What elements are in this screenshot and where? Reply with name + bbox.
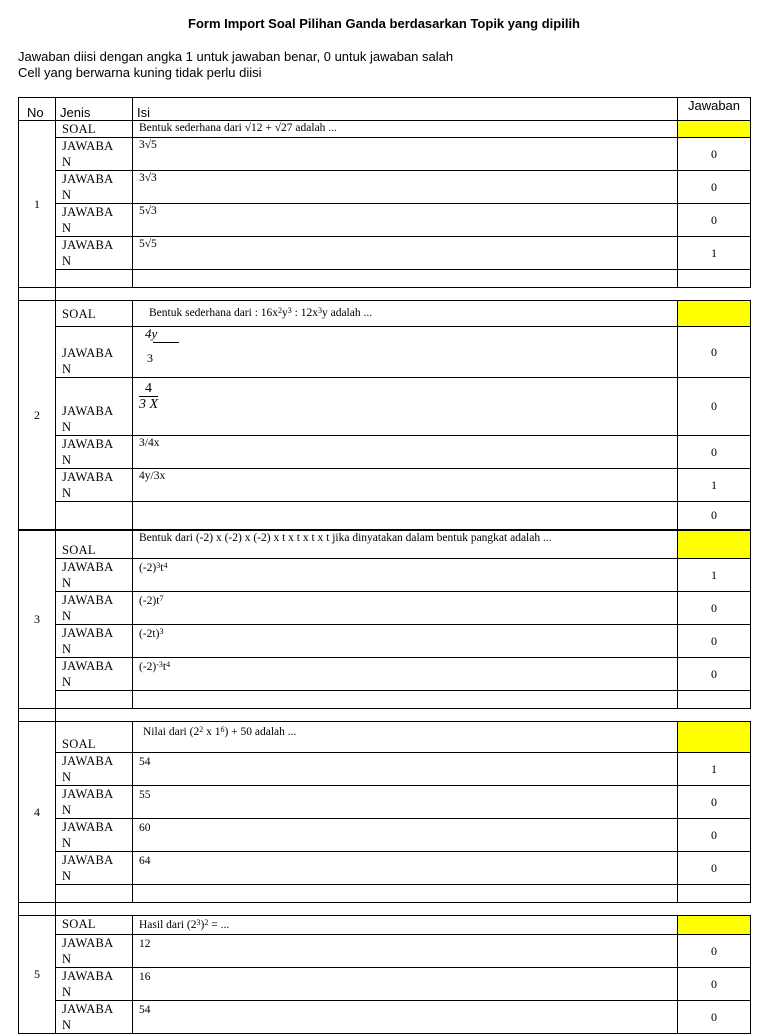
answer-row	[19, 592, 751, 625]
jawaban-cell[interactable]: 1	[678, 753, 751, 786]
soal-row	[19, 916, 751, 935]
jenis-cell: JAWABA N	[56, 819, 133, 852]
jawaban-cell[interactable]: 0	[678, 138, 751, 171]
instruction-note: Cell yang berwarna kuning tidak perlu diisi	[18, 65, 262, 80]
jenis-cell: JAWABA N	[56, 237, 133, 270]
answer-row	[19, 171, 751, 204]
answer-row	[19, 469, 751, 502]
jawaban-cell[interactable]: 0	[678, 592, 751, 625]
answer-text[interactable]: 16	[133, 968, 678, 1001]
header-isi: Isi	[133, 98, 678, 121]
question-block-1	[19, 121, 751, 288]
jawaban-cell[interactable]: 0	[678, 786, 751, 819]
header-jenis: Jenis	[56, 98, 133, 121]
header-no: No	[19, 98, 56, 121]
answer-row	[19, 852, 751, 885]
empty-cell	[678, 270, 751, 288]
answer-row	[19, 559, 751, 592]
block-separator	[19, 288, 751, 301]
answer-row	[19, 237, 751, 270]
answer-row	[19, 436, 751, 469]
answer-text[interactable]: 3√3	[133, 171, 678, 204]
jenis-cell: JAWABA N	[56, 1001, 133, 1034]
jenis-cell: JAWABA N	[56, 171, 133, 204]
fraction-denominator: 3	[147, 351, 153, 365]
jawaban-cell[interactable]: 0	[678, 658, 751, 691]
jawaban-cell-disabled	[678, 531, 751, 559]
question-table	[18, 97, 751, 1034]
question-number: 2	[19, 301, 56, 530]
soal-row	[19, 301, 751, 327]
answer-text[interactable]: 55	[133, 786, 678, 819]
page-title: Form Import Soal Pilihan Ganda berdasarkan Topik yang dipilih	[188, 16, 580, 31]
jawaban-cell[interactable]: 0	[678, 968, 751, 1001]
block-separator	[19, 709, 751, 722]
fraction-numerator: 4y	[145, 326, 158, 341]
jenis-cell: SOAL	[56, 121, 133, 138]
empty-cell	[133, 270, 678, 288]
jawaban-cell[interactable]: 0	[678, 819, 751, 852]
jawaban-cell[interactable]: 0	[678, 502, 751, 530]
empty-cell	[56, 502, 133, 530]
answer-row	[19, 935, 751, 968]
jawaban-cell[interactable]: 1	[678, 237, 751, 270]
soal-text[interactable]: Bentuk sederhana dari √12 + √27 adalah ...	[133, 121, 678, 138]
empty-cell	[133, 885, 678, 903]
jenis-cell: JAWABA N	[56, 436, 133, 469]
fraction-bar	[153, 342, 179, 343]
empty-cell	[133, 502, 678, 530]
jenis-cell: SOAL	[56, 722, 133, 753]
jawaban-cell[interactable]: 0	[678, 935, 751, 968]
answer-text[interactable]: 3/4x	[133, 436, 678, 469]
jawaban-cell[interactable]: 0	[678, 1001, 751, 1034]
soal-text[interactable]: Nilai dari ($2^2$ x $1^6) + 50$ adalah ...	[133, 722, 678, 753]
answer-text[interactable]: 54	[133, 753, 678, 786]
empty-row	[19, 691, 751, 709]
empty-cell	[56, 691, 133, 709]
answer-row	[19, 786, 751, 819]
soal-text[interactable]: Bentuk sederhana dari : $16x^2y^3$ : $12x^3y$ adalah ...	[133, 301, 678, 327]
empty-row	[19, 270, 751, 288]
jenis-cell: JAWABA N	[56, 592, 133, 625]
jenis-cell: JAWABA N	[56, 786, 133, 819]
question-block-4	[19, 722, 751, 903]
answer-row	[19, 1001, 751, 1034]
jawaban-cell[interactable]: 1	[678, 469, 751, 502]
answer-row	[19, 753, 751, 786]
jawaban-cell-disabled	[678, 722, 751, 753]
question-number: 1	[19, 121, 56, 288]
answer-row	[19, 327, 751, 378]
jawaban-cell[interactable]: 0	[678, 327, 751, 378]
empty-cell	[56, 270, 133, 288]
jenis-cell: JAWABA N	[56, 625, 133, 658]
empty-cell	[56, 885, 133, 903]
answer-text[interactable]: 5√3	[133, 204, 678, 237]
answer-text[interactable]: $(-2)^{-3}t^4$	[133, 658, 678, 691]
answer-row	[19, 625, 751, 658]
jenis-cell: JAWABA N	[56, 968, 133, 1001]
jawaban-cell-disabled	[678, 121, 751, 138]
answer-text[interactable]: 54	[133, 1001, 678, 1034]
header-row	[19, 98, 751, 121]
jawaban-cell[interactable]: 0	[678, 436, 751, 469]
jenis-cell: JAWABA N	[56, 469, 133, 502]
jawaban-cell-disabled	[678, 301, 751, 327]
question-number: 5	[19, 916, 56, 1034]
jawaban-cell[interactable]: 0	[678, 625, 751, 658]
fraction: $\frac{4}{3 X}$	[139, 381, 159, 412]
answer-text[interactable]	[133, 378, 678, 436]
answer-text[interactable]: 3√5	[133, 138, 678, 171]
jenis-cell: JAWABA N	[56, 658, 133, 691]
extra-row	[19, 502, 751, 530]
question-number: 4	[19, 722, 56, 903]
answer-text[interactable]: 64	[133, 852, 678, 885]
jenis-cell: JAWABA N	[56, 138, 133, 171]
soal-row	[19, 531, 751, 559]
soal-row	[19, 722, 751, 753]
answer-text[interactable]: $(-2)^3t^4$	[133, 559, 678, 592]
answer-row	[19, 658, 751, 691]
soal-text[interactable]: Bentuk dari (-2) x (-2) x (-2) x t x t x t x t jika dinyatakan dalam bentuk pangkat adalah ...	[133, 531, 678, 559]
answer-row	[19, 819, 751, 852]
question-number: 3	[19, 531, 56, 709]
jawaban-cell[interactable]: 0	[678, 204, 751, 237]
answer-row	[19, 138, 751, 171]
answer-text[interactable]: 60	[133, 819, 678, 852]
answer-text[interactable]: 4y/3x	[133, 469, 678, 502]
jawaban-cell[interactable]: 0	[678, 852, 751, 885]
empty-row	[19, 885, 751, 903]
jenis-cell: JAWABA N	[56, 753, 133, 786]
jawaban-cell-disabled	[678, 916, 751, 935]
instruction-note: Jawaban diisi dengan angka 1 untuk jawaban benar, 0 untuk jawaban salah	[18, 49, 454, 64]
header-jawaban: Jawaban	[678, 98, 751, 121]
answer-text[interactable]: $(-2t)^3$	[133, 625, 678, 658]
answer-text[interactable]: $(-2)t^7$	[133, 592, 678, 625]
answer-row	[19, 968, 751, 1001]
jenis-cell: SOAL	[56, 301, 133, 327]
answer-text[interactable]	[133, 327, 678, 378]
jenis-cell: JAWABA N	[56, 559, 133, 592]
jawaban-cell[interactable]: 0	[678, 171, 751, 204]
question-block-3	[19, 531, 751, 709]
jawaban-cell[interactable]: 0	[678, 378, 751, 436]
answer-row	[19, 204, 751, 237]
jawaban-cell[interactable]: 1	[678, 559, 751, 592]
jenis-cell: JAWABA N	[56, 327, 133, 378]
question-block-2	[19, 301, 751, 530]
soal-text[interactable]: Hasil dari $(2^3)^2$ = ...	[133, 916, 678, 935]
jenis-cell: JAWABA N	[56, 935, 133, 968]
jenis-cell: SOAL	[56, 916, 133, 935]
soal-row	[19, 121, 751, 138]
empty-cell	[678, 691, 751, 709]
empty-cell	[678, 885, 751, 903]
jenis-cell: JAWABA N	[56, 204, 133, 237]
answer-text[interactable]: 12	[133, 935, 678, 968]
jenis-cell: SOAL	[56, 531, 133, 559]
answer-row	[19, 378, 751, 436]
jenis-cell: JAWABA N	[56, 378, 133, 436]
question-block-5	[19, 916, 751, 1034]
empty-cell	[133, 691, 678, 709]
block-separator	[19, 903, 751, 916]
answer-text[interactable]: 5√5	[133, 237, 678, 270]
jenis-cell: JAWABA N	[56, 852, 133, 885]
